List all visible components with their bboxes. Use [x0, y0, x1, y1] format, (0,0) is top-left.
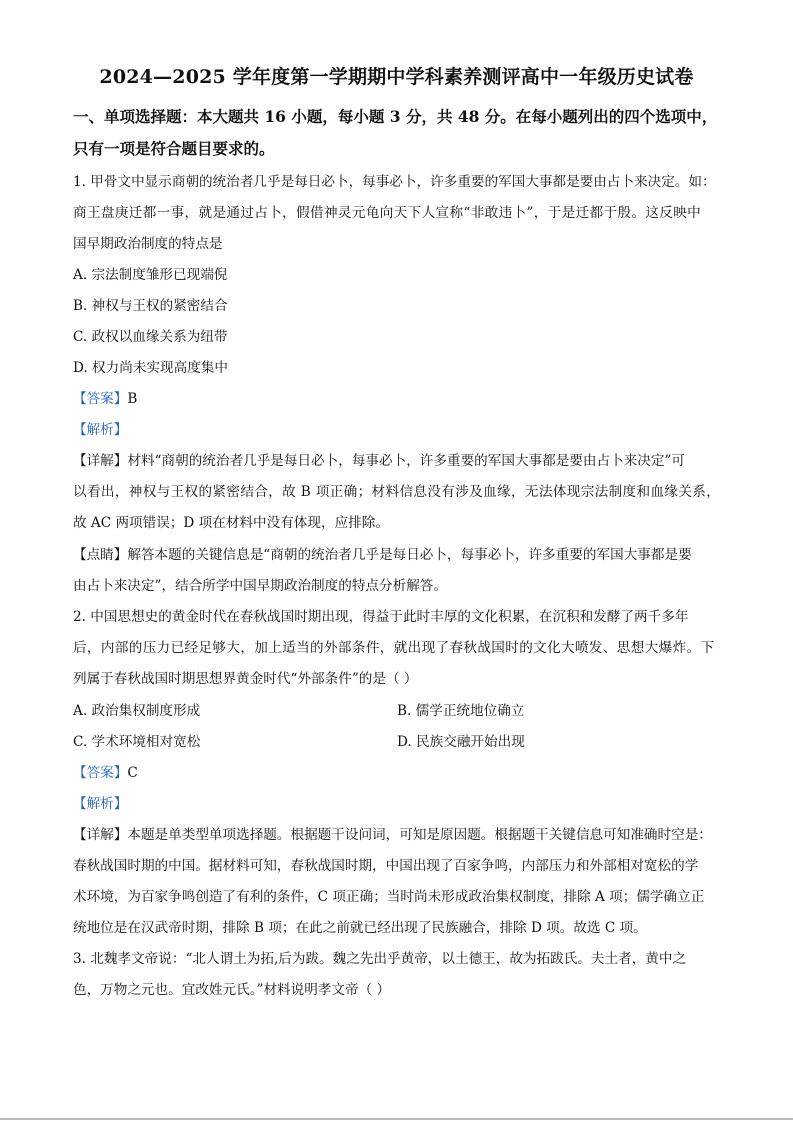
q3-stem-line2: 色，万物之元也。宜改姓元氏。”材料说明孝文帝（ ）	[73, 982, 391, 998]
q2-option-c: C. 学术环境相对宽松	[73, 734, 201, 750]
q2-option-d: D. 民族交融开始出现	[397, 734, 525, 750]
q2-detail-line3: 术环境，为百家争鸣创造了有利的条件，C 项正确；当时尚未形成政治集权制度，排除 A 项；儒学确立正	[73, 889, 705, 905]
q2-detail-tag: 【详解】	[73, 827, 128, 843]
q3-stem-line1: 3. 北魏孝文帝说：“北人谓土为拓,后为跋。魏之先出乎黄帝，以土德王，故为拓跋氏。夫土者，黄中之	[73, 951, 687, 967]
q2-option-b: B. 儒学正统地位确立	[397, 703, 525, 719]
q1-option-a: A. 宗法制度雏形已现端倪	[73, 267, 228, 283]
q1-analysis-tag: 【解析】	[73, 422, 128, 438]
q1-detail-line1	[73, 451, 685, 471]
q1-point-text1: 解答本题的关键信息是“商朝的统治者几乎是每日必卜，每事必卜，许多重要的军国大事都是要	[127, 547, 692, 563]
q2-detail-line1	[73, 825, 712, 845]
q2-detail-line4: 统地位是在汉武帝时期，排除 B 项；在此之前就已经出现了民族融合，排除 D 项。故选 C 项。	[73, 920, 647, 936]
q1-stem-line1: 1. 甲骨文中显示商朝的统治者几乎是每日必卜，每事必卜，许多重要的军国大事都是要由占卜来决定。如：	[73, 174, 716, 190]
page-bottom-divider	[0, 1118, 793, 1120]
q1-detail-line2: 以看出，神权与王权的紧密结合，故 B 项正确；材料信息没有涉及血缘，无法体现宗法制度和血缘关系，	[73, 484, 721, 500]
q1-answer-tag: 【答案】	[73, 391, 128, 407]
q1-detail-text1: 材料“商朝的统治者几乎是每日必卜，每事必卜，许多重要的军国大事都是要由占卜来决定”可	[127, 453, 686, 469]
q2-detail-line2: 春秋战国时期的中国。据材料可知，春秋战国时期，中国出现了百家争鸣，内部压力和外部相对宽松的学	[73, 858, 699, 874]
q2-stem-line3: 列属于春秋战国时期思想界黄金时代“外部条件”的是（ ）	[73, 671, 418, 687]
q1-option-b: B. 神权与王权的紧密结合	[73, 298, 228, 314]
q1-stem-line3: 国早期政治制度的特点是	[73, 236, 223, 252]
q1-point-line2: 由占卜来决定”，结合所学中国早期政治制度的特点分析解答。	[73, 578, 447, 594]
q1-option-c: C. 政权以血缘关系为纽带	[73, 329, 228, 345]
q2-answer: C	[127, 765, 138, 781]
q2-detail-text1: 本题是单类型单项选择题。根据题干设问词，可知是原因题。根据题干关键信息可知准确时空是：	[127, 827, 712, 843]
section-heading-line1: 一、单项选择题：本大题共 16 小题，每小题 3 分，共 48 分。在每小题列出的四个选项中，	[73, 107, 718, 126]
exam-title: 2024—2025 学年度第一学期期中学科素养测评高中一年级历史试卷	[99, 66, 694, 88]
q1-answer: B	[127, 391, 138, 407]
q2-analysis-tag: 【解析】	[73, 796, 128, 812]
q2-answer-tag: 【答案】	[73, 765, 128, 781]
q1-option-d: D. 权力尚未实现高度集中	[73, 360, 228, 376]
q1-detail-tag: 【详解】	[73, 453, 128, 469]
q2-option-a: A. 政治集权制度形成	[73, 703, 201, 719]
q1-answer-row	[73, 389, 137, 409]
q2-stem-line1: 2. 中国思想史的黄金时代在春秋战国时期出现，得益于此时丰厚的文化积累，在沉积和发酵了两千多年	[73, 609, 689, 625]
q2-stem-line2: 后，内部的压力已经足够大，加上适当的外部条件，就出现了春秋战国时的文化大喷发、思想大爆炸。下	[73, 640, 715, 656]
section-heading-line2: 只有一项是符合题目要求的。	[73, 139, 275, 158]
q1-stem-line2: 商王盘庚迁都一事，就是通过占卜，假借神灵元龟向天下人宣称“非敢违卜”，于是迁都于殷。这反映中	[73, 205, 702, 221]
q2-answer-row	[73, 763, 138, 783]
q1-point-tag: 【点睛】	[73, 547, 128, 563]
q1-point-line1	[73, 545, 692, 565]
q1-detail-line3: 故 AC 两项错误；D 项在材料中没有体现，应排除。	[73, 515, 389, 531]
